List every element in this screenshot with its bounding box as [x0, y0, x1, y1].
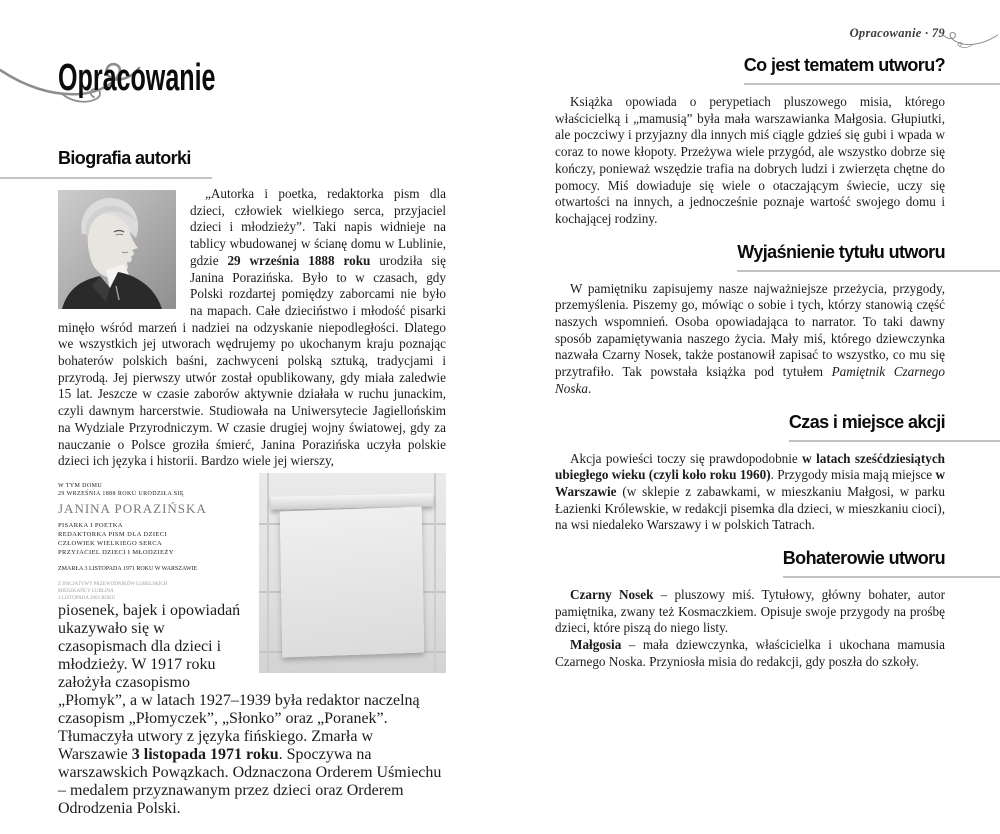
body-paragraph: W pamiętniku zapisujemy nasze najważniejsze przeżycia, przygody, przemyślenia. Piszemy go, mówiąc o sobie i tych, którzy stanowią część naszych wspomnień. Osoba opowiadająca to narrator. To taki dawny sposób zapamiętywania naszego życia. Mały miś, którego dziewczynka nazwała Czarny Nosek, także postanowił zapisać to wszystko, co mu się przytrafiło. Tak powstała książka pod tytułem Pamiętnik Czarnego Noska.	[555, 280, 945, 396]
section-czas-miejsce	[555, 412, 945, 535]
section-tytul	[555, 242, 945, 398]
body-paragraph: Akcja powieści toczy się prawdopodobnie w latach sześćdziesiątych ubiegłego wieku (czyli koło roku 1960). Przygody misia mają miejsce w Warszawie (w sklepie z zabawkami, w mieszkaniu Małgosi, w parku Łazienki Królewskie, w redakcji pisemka dla dzieci, w mieszkaniu cioci), na wsi niedaleko Warszawy i w polskich Tatrach.	[555, 450, 946, 533]
heading-rule	[789, 440, 1000, 442]
plaque-photo	[259, 473, 446, 673]
memorial-plaque	[280, 506, 424, 657]
section-bohaterowie	[555, 548, 945, 671]
author-portrait-photo	[58, 190, 176, 309]
heading-rule	[737, 270, 1000, 272]
body-paragraph: Czarny Nosek – pluszowy miś. Tytułowy, główny bohater, autor pamiętnika, zwany też Kosmaczkiem. Opisuje swoje przygody na prośbę dzieci, które piszą do niego listy.	[555, 587, 945, 636]
body-paragraph: Książka opowiada o perypetiach pluszowego misia, którego właścicielką i „mamusią” była mała warszawianka Małgosia. Głupiutki, ale poczciwy i przyjazny dla innych miś ciągle gdzieś się gubi i wpada w coraz to nowe kłopoty. Przeżywa wiele przygód, ale wszystko dobrze się kończy, ponieważ wszędzie trafia na dobrych ludzi i zwierzęta chętne do pomocy. Miś dowiaduje się wiele o otaczającym świecie, uczy się otwartości na innych, a jednocześnie poznaje wartość swojego domu i kochającej rodziny.	[555, 94, 945, 226]
body-paragraph: Małgosia – mała dziewczynka, właścicielka i ukochana mamusia Czarnego Noska. Przyniosła misia do redakcji, gdy poszła do szkoły.	[555, 637, 945, 669]
section-biografia	[58, 148, 446, 179]
left-page: Opracowanie Biografia autorki „Autorka i poetka, redaktorka pism dla dzieci, człowiek wielkiego serca, przyjaciel dzieci i młodzieży”. Taki napis widnieje na tablicy wbudowanej w ścianę domu w Lublinie, gdzie 29 września 1888 roku urodziła się Janina Porazińska. Było to w czasach, gdy Polski rozdartej pomiędzy zaborcami nie było na mapach. Całe dzieciństwo i młodość pisarki minęło wśród marzeń i nadziei na odzyskanie niepodległości. Dlatego we wszystkich jej utworach wędrujemy po ukochanym kraju poznając bohaterów polskich baśni, zachwyceni polską sztuką, tradycjami i przyrodą. Jej pierwszy utwór został opublikowany, gdy miała zaledwie 15 lat. Jeszcze w czasie zaborów aktywnie działała w ruchu junackim, czyli dawnym harcerstwie. Studiowała na Uniwersytecie Jagiellońskim na Wydziale Przyrodniczym. W czasie drugiej wojny światowej, gdy za nauczanie o Polsce groziła śmierć, Janina Porazińska uczyła polskie dzieci ich języka i historii. Bardzo wiele jej wierszy, W TYM DOMU 29 WRZEŚNIA 1888 ROKU URODZIŁA SIĘ JANINA PORAZIŃSKA PISARKA I POETKA REDAKTORKA PISM DLA DZIECI CZŁOWIEK WIELKIEGO SERCA PRZYJACIEL DZIECI I MŁODZIEŻY ZMARŁA 3 LISTOPADA 1971 ROKU W WARSZAWIE Z INICJATYWY PRZEWODNIKÓW LUBELSKICH MIESZKAŃCY LUBLINA 3 LISTOPADA 2003 ROKU piosenek, bajek i opowiadań ukazywało się w czasopismach dla dzieci i młodzieży. W 1917 roku założyła czasopismo „Płomyk”, a w latach 1927–1939 była redaktor naczelną czasopism „Płomyczek”, „Słonko” oraz „Poranek”. Tłumaczyła utwory z języka fińskiego. Zmarła w Warszawie 3 listopada 1971 roku. Spoczywa na warszawskich Powązkach. Odznaczona Orderem Uśmiechu – medalem przyznawanym przez dzieci oraz Orderem Odrodzenia Polski.	[0, 0, 500, 707]
section-heading: Co jest tematem utworu?	[743, 55, 945, 75]
right-page	[500, 0, 1000, 707]
biography-paragraph	[58, 186, 446, 470]
flourish-right-icon	[940, 20, 998, 60]
running-head: Opracowanie · 79	[849, 26, 945, 40]
biography-text-part2: piosenek, bajek i opowiadań ukazywało się w czasopismach dla dzieci i młodzieży. W 1917 roku założyła czasopismo „Płomyk”, a w latach 1927–1939 była redaktor naczelną czasopism „Płomyczek”, „Słonko” oraz „Poranek”. Tłumaczyła utwory z języka fińskiego. Zmarła w Warszawie 3 listopada 1971 roku. Spoczywa na warszawskich Powązkach. Odznaczona Orderem Uśmiechu – medalem przyznawanym przez dzieci oraz Orderem Odrodzenia Polski.	[58, 601, 442, 817]
section-temat	[555, 55, 945, 228]
chapter-title: Opracowanie	[58, 57, 216, 99]
section-heading: Czas i miejsce akcji	[788, 411, 945, 432]
section-heading: Bohaterowie utworu	[782, 548, 945, 569]
heading-rule	[0, 177, 212, 179]
biography-text-part1: „Autorka i poetka, redaktorka pism dla dzieci, człowiek wielkiego serca, przyjaciel dzieci i młodzieży”. Taki napis widnieje na tablicy wbudowanej w ścianę domu w Lublinie, gdzie 29 września 1888 roku urodziła się Janina Porazińska. Było to w czasach, gdy Polski rozdartej pomiędzy zaborcami nie było na mapach. Całe dzieciństwo i młodość pisarki minęło wśród marzeń i nadziei na odzyskanie niepodległości. Dlatego we wszystkich jej utworach wędrujemy po ukochanym kraju poznając bohaterów polskich baśni, zachwyceni polską sztuką, tradycjami i przyrodą. Jej pierwszy utwór został opublikowany, gdy miała zaledwie 15 lat. Jeszcze w czasie zaborów aktywnie działała w ruchu junackim, czyli dawnym harcerstwie. Studiowała na Uniwersytecie Jagiellońskim na Wydziale Przyrodniczym. W czasie drugiej wojny światowej, gdy za nauczanie o Polsce groziła śmierć, Janina Porazińska uczyła polskie dzieci ich języka i historii. Bardzo wiele jej wierszy,	[58, 186, 447, 469]
heading-rule	[783, 576, 1000, 578]
section-heading: Biografia autorki	[58, 148, 191, 168]
heading-rule	[744, 83, 1000, 85]
section-heading: Wyjaśnienie tytułu utworu	[737, 241, 945, 262]
